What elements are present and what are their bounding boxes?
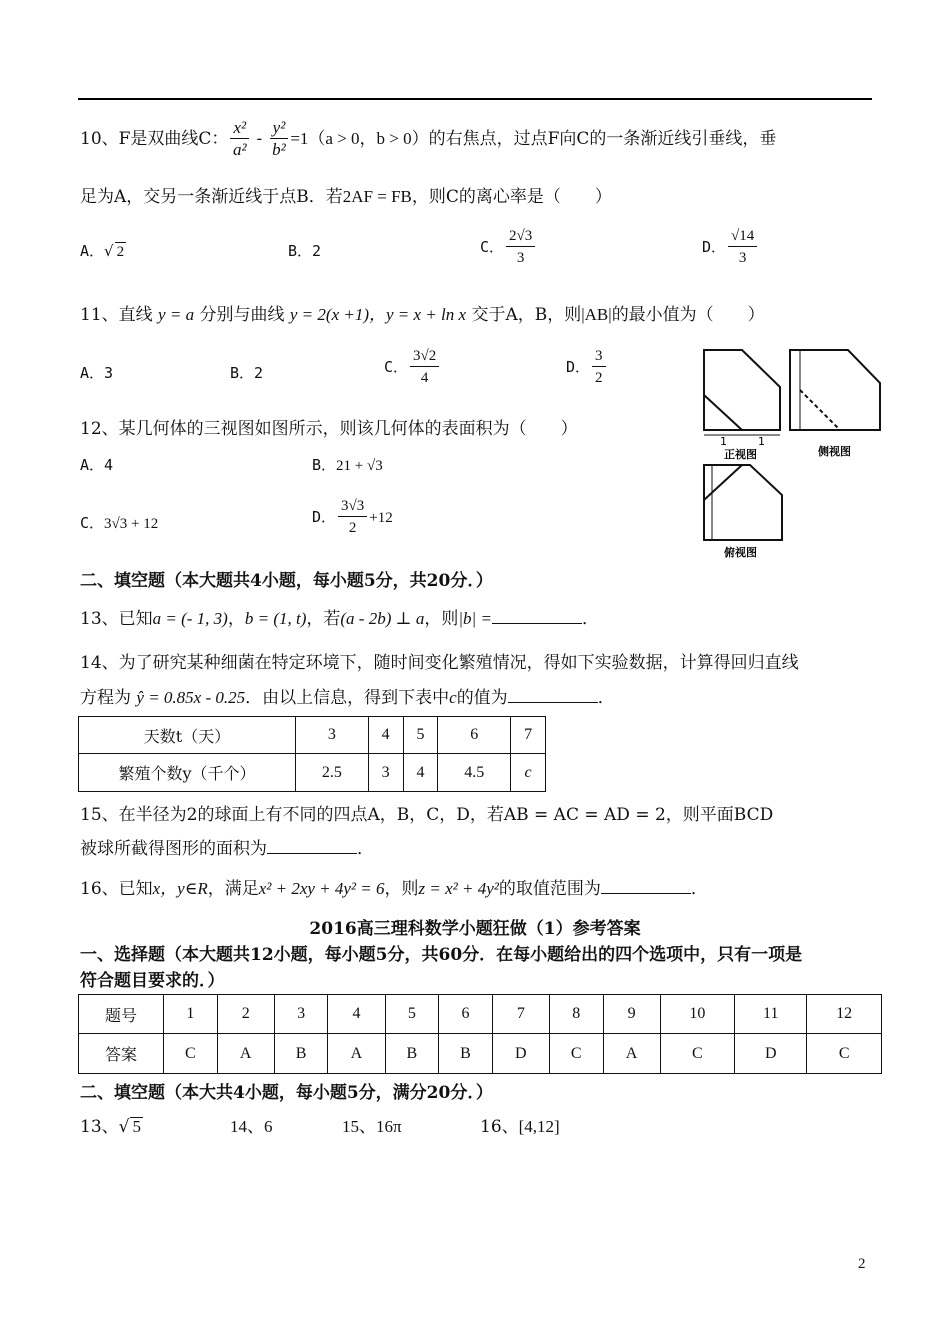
q16-text4: 的取值范围为 xyxy=(498,879,601,899)
table-row xyxy=(79,754,546,792)
table-row xyxy=(79,995,882,1034)
q10-option-d xyxy=(702,226,759,269)
table-cell: 7 xyxy=(492,995,549,1034)
q11-text2: 分别与曲线 xyxy=(199,305,285,325)
q16-blank xyxy=(601,879,691,894)
q16-e2: x² + 2xy + 4y² = 6 xyxy=(258,879,385,898)
q10-text3: 足为A，交另一条渐近线于点B．若 xyxy=(80,187,343,207)
table-cell: 3 xyxy=(368,754,403,792)
q10-c-den: 3 xyxy=(516,250,525,266)
q13-e1: a = (- 1, 3) xyxy=(152,609,228,628)
header-rule xyxy=(78,98,872,100)
q12-option-a: A．4 xyxy=(80,456,114,474)
table-cell: 6 xyxy=(439,995,493,1034)
table-cell: 6 xyxy=(438,717,511,754)
table-head-cell: 题号 xyxy=(79,995,164,1034)
top-view-outline xyxy=(704,465,782,540)
side-view-outline xyxy=(790,350,880,430)
option-label: D． xyxy=(566,358,591,376)
q15-line2 xyxy=(80,834,374,859)
option-label: C． xyxy=(80,514,105,532)
table-cell: D xyxy=(492,1034,549,1074)
q11-e2: y = 2(x +1) xyxy=(289,305,369,324)
q11-option-b: B．2 xyxy=(230,364,264,382)
q14-line1: 14、为了研究某种细菌在特定环境下，随时间变化繁殖情况，得如下实验数据，计算得回归直线 xyxy=(80,653,799,673)
table-cell: 9 xyxy=(603,995,660,1034)
option-label: C． xyxy=(480,238,505,256)
q13-e2: b = (1, t) xyxy=(244,609,307,628)
table-cell: c xyxy=(511,754,546,792)
fill-16-value: [4,12] xyxy=(518,1117,560,1136)
q16-end: ． xyxy=(690,879,708,899)
q10-d-num: √14 xyxy=(728,226,757,247)
q16-text3: ，则 xyxy=(384,879,419,899)
q12-d-tail: +12 xyxy=(369,510,393,526)
q13-end: ． xyxy=(581,609,599,629)
fill-label: 13、 xyxy=(80,1117,119,1137)
q15-text: 被球所截得图形的面积为 xyxy=(80,839,267,859)
q13-blank xyxy=(492,609,582,624)
table-cell: B xyxy=(385,1034,439,1074)
q10-frac-y: $\frac{\text{y²}}{\text{b²}}$ xyxy=(270,118,289,161)
table-head-cell: 天数t（天） xyxy=(79,717,296,754)
table-cell: C xyxy=(807,1034,882,1074)
q11-d-den: 2 xyxy=(595,370,603,386)
table-cell: 5 xyxy=(403,717,438,754)
q10-frac-x: $\frac{\text{x²}}{\text{a²}}$ xyxy=(230,118,249,161)
table-row xyxy=(79,1034,882,1074)
q10-text4: ，则C的离心率是（ ） xyxy=(411,187,612,207)
table-cell: 2 xyxy=(217,995,274,1034)
option-label: D． xyxy=(312,508,337,526)
q12-option-c xyxy=(80,512,158,533)
table-cell: 3 xyxy=(274,995,328,1034)
table-cell: B xyxy=(439,1034,493,1074)
q11-line xyxy=(80,300,765,325)
table-row xyxy=(79,717,546,754)
q11-e3: ，y = x + ln x xyxy=(369,305,467,324)
q10-d-den: 3 xyxy=(738,250,747,266)
page-number: 2 xyxy=(858,1256,866,1272)
q14-end: ． xyxy=(597,688,615,708)
q11-option-c xyxy=(384,346,441,389)
table-head-cell: 答案 xyxy=(79,1034,164,1074)
option-label: C． xyxy=(384,358,409,376)
table-cell: C xyxy=(660,1034,735,1074)
q12-b-val: 21 + √3 xyxy=(336,458,383,474)
q10-option-a: A．√ 2 xyxy=(80,242,125,260)
top-view-inner xyxy=(704,465,742,500)
fill-answer-13: 13、√ 5 xyxy=(80,1117,141,1137)
q13-text3: ，若 xyxy=(306,609,341,629)
table-cell: A xyxy=(217,1034,274,1074)
answer-section2: 二、填空题（本大共4小题，每小题5分，满分20分．） xyxy=(80,1083,493,1103)
three-view-figure xyxy=(690,345,890,560)
q11-text3: 交于A，B，则 xyxy=(471,305,582,325)
q13-e3: (a - 2b) ⊥ a xyxy=(340,609,425,628)
table-cell: 3 xyxy=(296,717,369,754)
q12-d-num: 3√3 xyxy=(338,496,367,517)
fill-answer-16 xyxy=(480,1112,560,1137)
q11-c-den: 4 xyxy=(420,370,429,386)
q14-eq: ŷ = 0.85x - 0.25 xyxy=(136,688,246,707)
table-cell: C xyxy=(164,1034,218,1074)
q10-a-val: 2 xyxy=(116,244,125,260)
q11-e4: |AB| xyxy=(581,305,612,324)
top-view-label: 俯视图 xyxy=(724,546,757,559)
q12-d-den: 2 xyxy=(348,520,357,536)
front-view-label: 正视图 xyxy=(724,448,757,461)
q16-line xyxy=(80,874,708,899)
q12-c-val: 3√3 + 12 xyxy=(104,516,159,532)
side-view-label: 侧视图 xyxy=(818,445,851,458)
q10-text: 10、F是双曲线C： xyxy=(80,129,229,149)
q10-option-b: B．2 xyxy=(288,242,322,260)
table-cell: 5 xyxy=(385,995,439,1034)
q10-eq: 2AF = FB xyxy=(342,187,412,206)
q14-text: 方程为 xyxy=(80,688,131,708)
fill-answer-15: 15、16π xyxy=(342,1117,402,1136)
q14-data-table xyxy=(78,716,546,792)
q15-blank xyxy=(267,839,357,854)
table-cell: 4 xyxy=(328,995,385,1034)
q10-option-c xyxy=(480,226,537,269)
table-cell: A xyxy=(328,1034,385,1074)
table-cell: 10 xyxy=(660,995,735,1034)
table-head-cell: 繁殖个数y（千个） xyxy=(79,754,296,792)
q14-text2: ．由以上信息，得到下表中 xyxy=(245,688,450,708)
table-cell: C xyxy=(549,1034,603,1074)
front-view-inner xyxy=(704,395,742,430)
q10-cond: =1（a > 0，b > 0） xyxy=(290,129,429,148)
q13-text2: ， xyxy=(227,609,245,629)
q12-text: 12、某几何体的三视图如图所示，则该几何体的表面积为（ ） xyxy=(80,419,578,439)
q10-line1: 10、F是双曲线C： $\frac{\text{x²}}{\text{a²}}$ - $\frac{\text{y²}}{\text{b²}}$ =1（a > 0，b > 0）的右焦点，过点F向C的一条渐近线引垂线，垂 xyxy=(80,118,777,159)
fill-13-value: 5 xyxy=(132,1117,141,1136)
table-cell: 11 xyxy=(735,995,807,1034)
q11-option-d xyxy=(566,346,608,389)
answer-table xyxy=(78,994,882,1074)
answer-section1-line1: 一、选择题（本大题共12小题，每小题5分，共60分．在每小题给出的四个选项中，只有一项是 xyxy=(80,945,803,965)
q16-e3: z = x² + 4y² xyxy=(418,879,499,898)
q14-blank xyxy=(508,688,598,703)
table-cell: B xyxy=(274,1034,328,1074)
table-cell: 2.5 xyxy=(296,754,369,792)
q16-text2: ，满足 xyxy=(207,879,259,899)
table-cell: A xyxy=(603,1034,660,1074)
q11-d-num: 3 xyxy=(592,346,606,367)
option-label: A． xyxy=(80,242,105,260)
table-cell: 12 xyxy=(807,995,882,1034)
answer-section1-line2: 符合题目要求的．） xyxy=(80,971,225,991)
table-cell: 4 xyxy=(403,754,438,792)
q12-option-d xyxy=(312,496,393,539)
option-label: D． xyxy=(702,238,727,256)
table-cell: D xyxy=(735,1034,807,1074)
q11-e1: y = a xyxy=(158,305,195,324)
q16-e1: x，y∈R xyxy=(152,879,208,898)
section2-heading: 二、填空题（本大题共4小题，每小题5分，共20分．） xyxy=(80,571,493,591)
q10-text2: 的右焦点，过点F向C的一条渐近线引垂线，垂 xyxy=(428,129,777,149)
option-label: B． xyxy=(312,456,337,474)
q12-option-b xyxy=(312,454,383,475)
q16-text: 16、已知 xyxy=(80,879,153,899)
q15-line1: 15、在半径为2的球面上有不同的四点A，B，C，D，若AB = AC = AD = 2，则平面BCD xyxy=(80,805,774,825)
q15-end: ． xyxy=(357,839,374,859)
fill-answer-14: 14、6 xyxy=(230,1117,273,1136)
q14-line2 xyxy=(80,683,615,708)
front-dim-2: 1 xyxy=(758,435,765,448)
front-view-outline xyxy=(704,350,780,430)
side-view-dashed xyxy=(800,390,840,430)
q13-text: 13、已知 xyxy=(80,609,153,629)
q10-c-num: 2√3 xyxy=(506,226,535,247)
q14-text3: 的值为 xyxy=(456,688,508,708)
q10-line2 xyxy=(80,182,612,207)
answer-title: 2016高三理科数学小题狂做（1）参考答案 xyxy=(309,919,641,939)
table-cell: 1 xyxy=(164,995,218,1034)
table-cell: 8 xyxy=(549,995,603,1034)
q13-text4: ，则 xyxy=(424,609,459,629)
q11-option-a: A．3 xyxy=(80,364,114,382)
q11-text: 11、直线 xyxy=(80,305,153,325)
fill-label: 16、 xyxy=(480,1117,519,1137)
table-cell: 4.5 xyxy=(438,754,511,792)
q13-e4: |b| = xyxy=(458,609,492,628)
q11-text4: 的最小值为（ ） xyxy=(611,305,765,325)
table-cell: 7 xyxy=(511,717,546,754)
front-dim-1: 1 xyxy=(720,435,727,448)
q14-c: c xyxy=(449,688,457,707)
q13-line xyxy=(80,604,599,629)
q11-c-num: 3√2 xyxy=(410,346,439,367)
table-cell: 4 xyxy=(368,717,403,754)
